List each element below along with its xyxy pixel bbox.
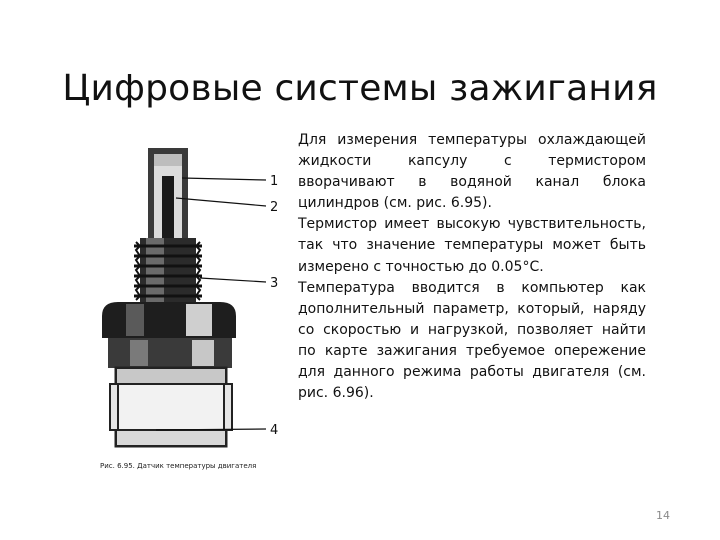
figure-caption: Рис. 6.95. Датчик температуры двигателя — [100, 462, 257, 470]
threaded-body — [134, 238, 202, 308]
hex-collar — [102, 302, 236, 368]
paragraph-1: Для измерения температуры охлаждающей жидкости капсулу с термистором вворачивают в водяной канал блока цилиндров (см. рис. 6.95). — [298, 132, 646, 212]
body-text — [298, 130, 646, 404]
paragraph-3: Температура вводится в компьютер как дополнительный параметр, который, наряду со скоростью и нагрузкой, позволяет найти по карте зажигания требуемое опережение для данного режима работы двигателя (см. рис. 6.96). — [298, 279, 646, 402]
callout-2: 2 — [270, 200, 279, 215]
callout-4: 4 — [270, 423, 279, 438]
page-number: 14 — [656, 509, 670, 522]
sensor-figure — [96, 138, 292, 463]
callout-1: 1 — [270, 174, 279, 189]
connector-housing — [110, 368, 232, 446]
paragraph-2: Термистор имеет высокую чувствительность, так что значение температуры может быть измерено с точностью до 0.05°С. — [298, 216, 646, 275]
callout-3: 3 — [270, 276, 279, 291]
temperature-sensor-drawing — [96, 138, 292, 463]
slide-title: Цифровые системы зажигания — [62, 68, 658, 110]
